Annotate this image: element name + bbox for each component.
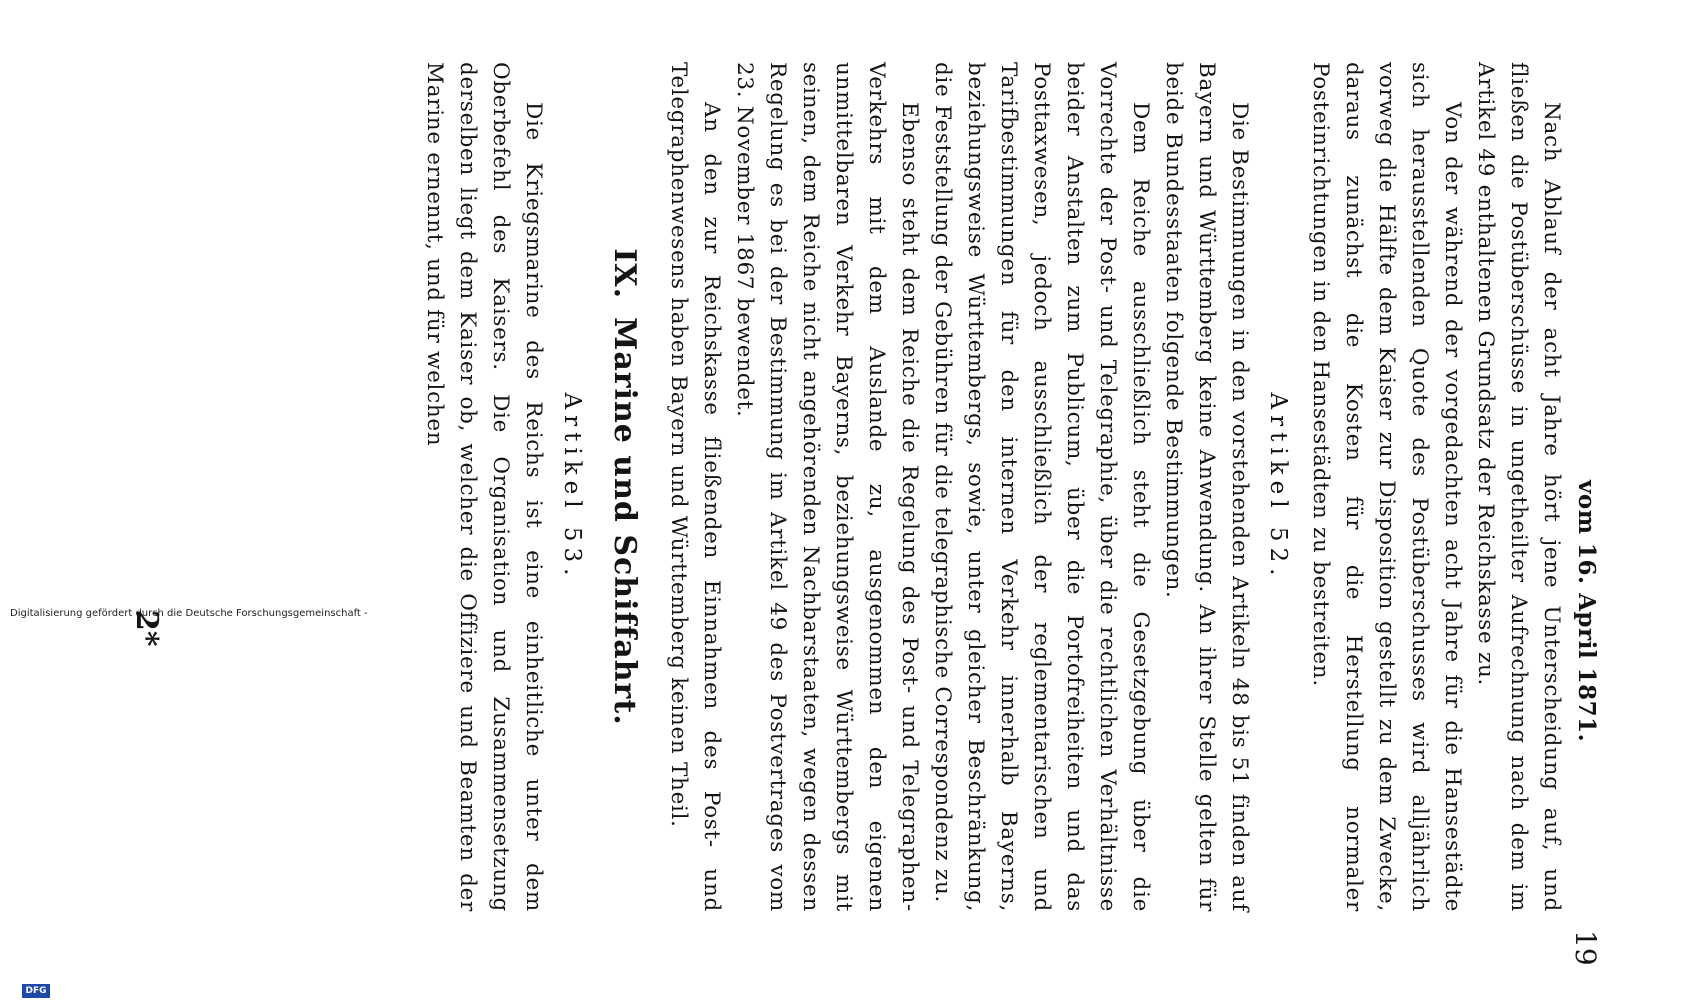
article-52-heading: Artikel 52. <box>1265 392 1291 582</box>
paragraph-7: Die Kriegsmarine des Reichs ist eine einheitliche unter dem Oberbefehl des Kaisers. Die Organisation und Zusammensetzung derselben liegt dem Kaiser ob, welcher die Offiziere und Beamten der Marine ernennt, und für welchen <box>422 62 546 912</box>
section-heading <box>598 62 650 912</box>
paragraph-3: Die Bestimmungen in den vorstehenden Artikeln 48 bis 51 finden auf Bayern und Württemberg keine Anwendung. An ihrer Stelle gelten für beide Bundesstaaten folgende Bestimmungen. <box>1161 62 1252 912</box>
page-header <box>1566 0 1606 1000</box>
running-head: vom 16. April 1871. <box>1573 480 1600 743</box>
page-number: 19 <box>1569 930 1602 966</box>
article-53-heading: Artikel 53. <box>559 392 585 582</box>
paragraph-6: An den zur Reichskasse fließenden Einnahmen des Post- und Telegraphenwesens haben Bayern und Württemberg keinen Theil. <box>666 62 724 912</box>
section-number: IX. <box>607 248 642 300</box>
digitization-credit: Digitalisierung gefördert durch die Deutsche Forschungsgemeinschaft - <box>10 608 368 619</box>
dfg-logo: DFG <box>22 984 50 998</box>
page-body <box>418 62 1568 912</box>
section-title: Marine und Schiffahrt. <box>607 317 642 726</box>
signature-mark: 2* <box>129 610 164 647</box>
paragraph-1: Nach Ablauf der acht Jahre hört jene Unterscheidung auf, und fließen die Postüberschüsse in ungetheilter Aufrechnung nach dem im Artikel 49 enthaltenen Grundsatz der Reichskasse zu. <box>1473 62 1564 912</box>
paragraph-2: Von der während der vorgedachten acht Jahre für die Hansestädte sich herausstellenden Quote des Postüberschusses wird alljährlich vorweg die Hälfte dem Kaiser zur Disposition gestellt zu dem Zwecke, daraus zunächst die Kosten für die Herstellung normaler Posteinrichtungen in den Hansestädten zu bestreiten. <box>1308 62 1465 912</box>
paragraph-4: Dem Reiche ausschließlich steht die Gesetzgebung über die Vorrechte der Post- und Telegraphie, über die rechtlichen Verhältnisse beider Anstalten zum Publicum, über die Portofreiheiten und das Posttaxwesen, jedoch ausschließlich der reglementarischen und Tarifbestimmungen für den internen Verkehr innerhalb Bayerns, beziehungsweise Württembergs, sowie, unter gleicher Beschränkung, die Feststellung der Gebühren für die telegraphische Correspondenz zu. <box>930 62 1153 912</box>
paragraph-5: Ebenso steht dem Reiche die Regelung des Post- und Telegraphen-Verkehrs mit dem Auslande zu, ausgenommen den eigenen unmittelbaren Verkehr Bayerns, beziehungsweise Württembergs mit seinen, dem Reiche nicht angehörenden Nachbarstaaten, wegen dessen Regelung es bei der Bestimmung im Artikel 49 des Postvertrages vom 23. November 1867 bewendet. <box>732 62 922 912</box>
